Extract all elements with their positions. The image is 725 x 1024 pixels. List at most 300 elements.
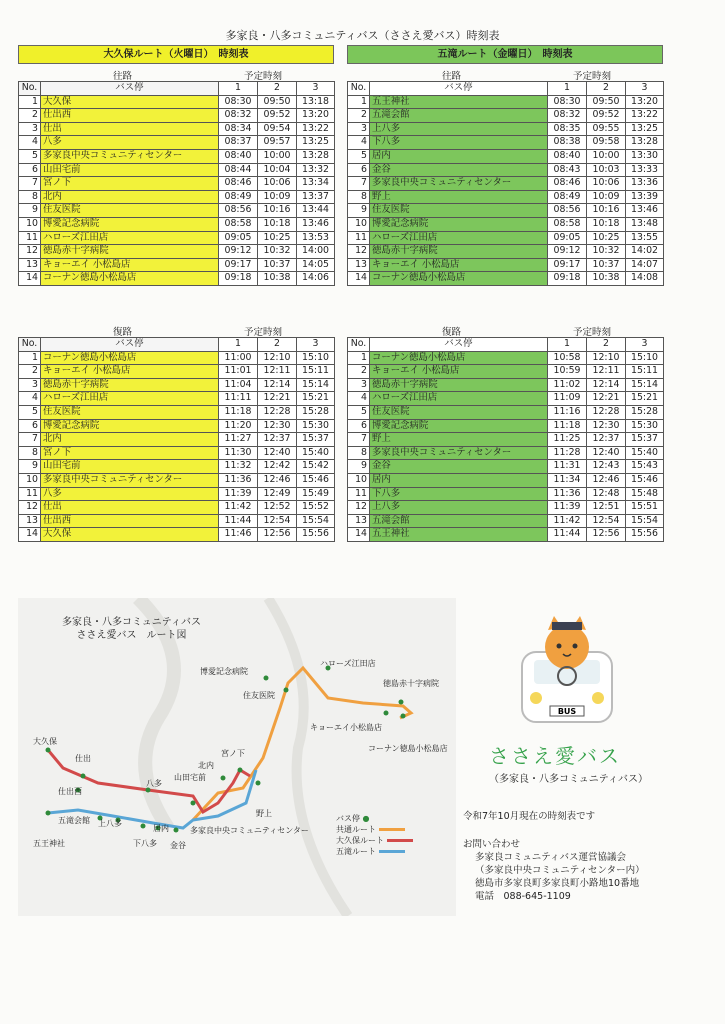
departure-time: 09:52: [258, 109, 297, 123]
departure-time: 15:54: [297, 514, 335, 528]
map-label: 住友医院: [243, 691, 275, 700]
bus-mascot-icon: [512, 612, 622, 730]
stop-name: 仕出西: [41, 514, 219, 528]
departure-time: 12:54: [258, 514, 297, 528]
stop-name: 住友医院: [370, 204, 548, 218]
stop-name: 山田宅前: [41, 460, 219, 474]
departure-time: 13:32: [297, 163, 335, 177]
table-row: [348, 419, 664, 433]
map-label: 野上: [256, 809, 272, 818]
departure-time: 15:30: [297, 419, 335, 433]
departure-time: 13:39: [626, 190, 664, 204]
table-row: [348, 149, 664, 163]
table-header-row: [19, 338, 335, 352]
stop-name: ハローズ江田店: [370, 231, 548, 245]
departure-time: 08:46: [548, 177, 587, 191]
table-row: [348, 487, 664, 501]
map-label: 八多: [146, 779, 162, 788]
column-header-stop: バス停: [41, 338, 219, 352]
departure-time: 08:56: [219, 204, 258, 218]
departure-time: 14:06: [297, 272, 335, 286]
table-row: [348, 405, 664, 419]
departure-time: 11:09: [548, 392, 587, 406]
table-row: [348, 501, 664, 515]
map-label: 大久保: [33, 737, 57, 746]
departure-time: 15:48: [626, 487, 664, 501]
departure-time: 12:28: [258, 405, 297, 419]
stop-number: 3: [19, 378, 41, 392]
departure-time: 15:21: [626, 392, 664, 406]
stop-number: 13: [348, 514, 370, 528]
table-row: [19, 136, 335, 150]
page-title: 多家良・八多コミュニティバス（ささえ愛バス）時刻表: [225, 29, 500, 42]
departure-time: 09:18: [548, 272, 587, 286]
stop-number: 13: [348, 258, 370, 272]
departure-time: 13:25: [297, 136, 335, 150]
departure-time: 12:40: [258, 446, 297, 460]
column-header-c1: 1: [219, 82, 258, 96]
schedule-label: 予定時刻: [573, 327, 612, 338]
departure-time: 09:05: [548, 231, 587, 245]
departure-time: 08:40: [219, 149, 258, 163]
stop-name: 八多: [41, 136, 219, 150]
departure-time: 10:16: [258, 204, 297, 218]
map-label: 仕出西: [58, 787, 82, 796]
map-label: 山田宅前: [174, 773, 206, 782]
departure-time: 10:16: [587, 204, 626, 218]
departure-time: 09:17: [548, 258, 587, 272]
departure-time: 11:36: [548, 487, 587, 501]
departure-time: 15:42: [297, 460, 335, 474]
departure-time: 11:25: [548, 433, 587, 447]
departure-time: 08:30: [219, 95, 258, 109]
table-row: [19, 204, 335, 218]
map-label: 仕出: [75, 754, 91, 763]
departure-time: 08:56: [548, 204, 587, 218]
departure-time: 09:55: [587, 122, 626, 136]
departure-time: 15:11: [626, 365, 664, 379]
departure-time: 09:05: [219, 231, 258, 245]
direction-label: 往路: [442, 71, 462, 82]
departure-time: 13:55: [626, 231, 664, 245]
stop-number: 6: [348, 163, 370, 177]
stop-number: 2: [348, 109, 370, 123]
stop-number: 8: [348, 446, 370, 460]
departure-time: 12:46: [587, 473, 626, 487]
departure-time: 08:58: [548, 217, 587, 231]
stop-number: 8: [19, 190, 41, 204]
stop-number: 1: [19, 95, 41, 109]
stop-name: 大久保: [41, 95, 219, 109]
stop-name: 上八多: [370, 122, 548, 136]
departure-time: 14:07: [626, 258, 664, 272]
stop-number: 3: [348, 378, 370, 392]
column-header-stop: バス停: [41, 82, 219, 96]
stop-name: ハローズ江田店: [41, 231, 219, 245]
departure-time: 12:43: [587, 460, 626, 474]
departure-time: 11:30: [219, 446, 258, 460]
stop-number: 3: [348, 122, 370, 136]
map-label: ハローズ江田店: [320, 659, 376, 668]
stop-number: 12: [348, 501, 370, 515]
stop-number: 10: [348, 217, 370, 231]
departure-time: 10:18: [587, 217, 626, 231]
departure-time: 15:21: [297, 392, 335, 406]
schedule-label: 予定時刻: [244, 327, 283, 338]
stop-number: 6: [19, 163, 41, 177]
departure-time: 13:33: [626, 163, 664, 177]
stop-number: 4: [19, 136, 41, 150]
table-row: [348, 136, 664, 150]
table-row: [348, 378, 664, 392]
departure-time: 13:18: [297, 95, 335, 109]
table-row: [19, 231, 335, 245]
column-header-c3: 3: [297, 338, 335, 352]
stop-name: 博愛記念病院: [370, 419, 548, 433]
stop-name: 五王神社: [370, 95, 548, 109]
departure-time: 09:52: [587, 109, 626, 123]
departure-time: 08:34: [219, 122, 258, 136]
departure-time: 15:52: [297, 501, 335, 515]
departure-time: 09:57: [258, 136, 297, 150]
departure-time: 08:32: [548, 109, 587, 123]
table-row: [348, 460, 664, 474]
column-header-c1: 1: [548, 82, 587, 96]
table-row: [19, 473, 335, 487]
stop-name: 徳島赤十字病院: [370, 245, 548, 259]
table-row: [19, 378, 335, 392]
departure-time: 13:28: [297, 149, 335, 163]
table-row: [19, 528, 335, 542]
map-label: コーナン徳島小松島店: [368, 744, 448, 753]
departure-time: 09:17: [219, 258, 258, 272]
departure-time: 09:50: [587, 95, 626, 109]
stop-name: 五滝会館: [370, 109, 548, 123]
column-header-c3: 3: [626, 338, 664, 352]
table-row: [19, 419, 335, 433]
departure-time: 11:00: [219, 351, 258, 365]
departure-time: 13:34: [297, 177, 335, 191]
stop-number: 7: [348, 177, 370, 191]
stop-name: 居内: [370, 473, 548, 487]
table-row: [348, 433, 664, 447]
departure-time: 12:11: [258, 365, 297, 379]
stop-number: 11: [19, 487, 41, 501]
direction-label: 復路: [442, 327, 462, 338]
departure-time: 08:30: [548, 95, 587, 109]
map-label: 多家良中央コミュニティセンター: [190, 826, 309, 835]
table-row: [19, 177, 335, 191]
departure-time: 11:36: [219, 473, 258, 487]
table-row: [19, 190, 335, 204]
departure-time: 09:50: [258, 95, 297, 109]
table-row: [19, 149, 335, 163]
stop-name: キョーエイ 小松島店: [41, 365, 219, 379]
brand-subtitle: （多家良・八多コミュニティバス）: [489, 774, 648, 785]
table-row: [19, 122, 335, 136]
table-row: [19, 217, 335, 231]
stop-number: 7: [19, 177, 41, 191]
stop-name: 宮ノ下: [41, 446, 219, 460]
departure-time: 15:43: [626, 460, 664, 474]
table-row: [348, 351, 664, 365]
table-row: [19, 258, 335, 272]
stop-number: 14: [19, 528, 41, 542]
table-header-row: [19, 82, 335, 96]
departure-time: 10:09: [587, 190, 626, 204]
departure-time: 12:30: [587, 419, 626, 433]
stop-name: ハローズ江田店: [41, 392, 219, 406]
contact-title: お問い合わせ: [463, 839, 521, 850]
table-row: [19, 433, 335, 447]
stop-name: 金谷: [370, 460, 548, 474]
departure-time: 10:32: [258, 245, 297, 259]
departure-time: 12:49: [258, 487, 297, 501]
departure-time: 13:46: [626, 204, 664, 218]
table-row: [348, 177, 664, 191]
departure-time: 12:51: [587, 501, 626, 515]
table-row: [348, 258, 664, 272]
stop-name: 下八多: [370, 487, 548, 501]
direction-label: 復路: [113, 327, 133, 338]
stop-number: 11: [348, 487, 370, 501]
departure-time: 09:54: [258, 122, 297, 136]
contact-phone: 電話 088-645-1109: [475, 891, 571, 902]
stop-number: 10: [348, 473, 370, 487]
map-label: 金谷: [170, 841, 186, 850]
departure-time: 13:53: [297, 231, 335, 245]
departure-time: 15:46: [297, 473, 335, 487]
route-map: [18, 598, 456, 916]
departure-time: 09:58: [587, 136, 626, 150]
stop-name: コーナン徳島小松島店: [41, 351, 219, 365]
schedule-label: 予定時刻: [573, 71, 612, 82]
map-label: 徳島赤十字病院: [383, 679, 439, 688]
departure-time: 10:03: [587, 163, 626, 177]
stop-number: 12: [348, 245, 370, 259]
departure-time: 12:21: [587, 392, 626, 406]
table-row: [348, 365, 664, 379]
table-row: [19, 392, 335, 406]
stop-number: 9: [348, 460, 370, 474]
departure-time: 11:28: [548, 446, 587, 460]
map-label: 博愛記念病院: [200, 667, 248, 676]
departure-time: 13:20: [297, 109, 335, 123]
stop-name: 住友医院: [41, 204, 219, 218]
departure-time: 13:37: [297, 190, 335, 204]
column-header-c1: 1: [548, 338, 587, 352]
departure-time: 12:48: [587, 487, 626, 501]
departure-time: 10:59: [548, 365, 587, 379]
stop-name: 多家良中央コミュニティセンター: [370, 177, 548, 191]
table-row: [348, 190, 664, 204]
table-row: [19, 514, 335, 528]
stop-name: 仕出西: [41, 109, 219, 123]
departure-time: 10:32: [587, 245, 626, 259]
departure-time: 11:42: [548, 514, 587, 528]
stop-name: 仕出: [41, 122, 219, 136]
departure-time: 10:37: [587, 258, 626, 272]
table-row: [19, 163, 335, 177]
departure-time: 11:16: [548, 405, 587, 419]
departure-time: 12:42: [258, 460, 297, 474]
departure-time: 15:37: [297, 433, 335, 447]
departure-time: 15:14: [297, 378, 335, 392]
stop-number: 11: [348, 231, 370, 245]
departure-time: 11:27: [219, 433, 258, 447]
bus-plate: BUS: [557, 707, 577, 716]
map-label: 北内: [198, 761, 214, 770]
column-header-stop: バス停: [370, 338, 548, 352]
stop-name: 五滝会館: [370, 514, 548, 528]
departure-time: 11:20: [219, 419, 258, 433]
departure-time: 13:22: [297, 122, 335, 136]
contact-org: 多家良コミュニティバス運営協議会: [475, 852, 627, 863]
column-header-no: No.: [348, 338, 370, 352]
stop-number: 9: [19, 460, 41, 474]
stop-name: キョーエイ 小松島店: [370, 365, 548, 379]
table-row: [348, 109, 664, 123]
stop-number: 2: [19, 365, 41, 379]
table-header-row: [348, 338, 664, 352]
table-row: [19, 501, 335, 515]
gotaki-route-header: 五滝ルート（金曜日） 時刻表: [347, 45, 663, 64]
departure-time: 15:10: [626, 351, 664, 365]
map-label: 宮ノ下: [221, 749, 245, 758]
departure-time: 15:46: [626, 473, 664, 487]
stop-name: 住友医院: [41, 405, 219, 419]
table-row: [348, 446, 664, 460]
stop-name: 大久保: [41, 528, 219, 542]
departure-time: 13:20: [626, 95, 664, 109]
departure-time: 10:04: [258, 163, 297, 177]
departure-time: 10:25: [587, 231, 626, 245]
stop-name: 宮ノ下: [41, 177, 219, 191]
stop-number: 4: [348, 392, 370, 406]
departure-time: 10:06: [587, 177, 626, 191]
departure-time: 11:02: [548, 378, 587, 392]
departure-time: 08:38: [548, 136, 587, 150]
departure-time: 08:35: [548, 122, 587, 136]
map-label: 五滝会館: [58, 816, 90, 825]
departure-time: 08:58: [219, 217, 258, 231]
departure-time: 12:28: [587, 405, 626, 419]
departure-time: 13:25: [626, 122, 664, 136]
map-label: 上八多: [98, 819, 122, 828]
table-row: [348, 122, 664, 136]
stop-number: 2: [348, 365, 370, 379]
stop-number: 6: [348, 419, 370, 433]
column-header-c3: 3: [297, 82, 335, 96]
table-row: [19, 487, 335, 501]
departure-time: 15:40: [297, 446, 335, 460]
departure-time: 08:32: [219, 109, 258, 123]
departure-time: 12:21: [258, 392, 297, 406]
stop-name: 多家良中央コミュニティセンター: [41, 473, 219, 487]
departure-time: 12:54: [587, 514, 626, 528]
table-row: [348, 473, 664, 487]
column-header-no: No.: [348, 82, 370, 96]
table-row: [19, 405, 335, 419]
stop-number: 10: [19, 217, 41, 231]
departure-time: 13:48: [626, 217, 664, 231]
table-row: [348, 217, 664, 231]
departure-time: 14:08: [626, 272, 664, 286]
departure-time: 11:01: [219, 365, 258, 379]
table-header-row: [348, 82, 664, 96]
table-row: [348, 204, 664, 218]
stop-number: 14: [348, 528, 370, 542]
brand-name: ささえ愛バス: [489, 744, 621, 768]
departure-time: 10:00: [587, 149, 626, 163]
departure-time: 11:31: [548, 460, 587, 474]
column-header-c3: 3: [626, 82, 664, 96]
contact-address: 徳島市多家良町多家良町小路地10番地: [475, 878, 640, 889]
stop-name: 五王神社: [370, 528, 548, 542]
departure-time: 11:44: [219, 514, 258, 528]
departure-time: 14:05: [297, 258, 335, 272]
stop-name: 徳島赤十字病院: [41, 378, 219, 392]
map-label: 居内: [153, 824, 169, 833]
stop-number: 5: [19, 149, 41, 163]
table-row: [348, 245, 664, 259]
departure-time: 11:18: [219, 405, 258, 419]
departure-time: 10:09: [258, 190, 297, 204]
departure-time: 15:51: [626, 501, 664, 515]
validity-note: 令和7年10月現在の時刻表です: [463, 811, 596, 822]
departure-time: 15:30: [626, 419, 664, 433]
departure-time: 13:30: [626, 149, 664, 163]
gotaki-outbound-panel: [347, 45, 663, 286]
departure-time: 15:28: [626, 405, 664, 419]
column-header-c2: 2: [587, 82, 626, 96]
schedule-label: 予定時刻: [244, 71, 283, 82]
stop-name: 八多: [41, 487, 219, 501]
departure-time: 12:30: [258, 419, 297, 433]
departure-time: 14:00: [297, 245, 335, 259]
stop-name: 住友医院: [370, 405, 548, 419]
departure-time: 13:36: [626, 177, 664, 191]
stop-name: 野上: [370, 190, 548, 204]
column-header-stop: バス停: [370, 82, 548, 96]
stop-name: 徳島赤十字病院: [41, 245, 219, 259]
departure-time: 12:10: [587, 351, 626, 365]
stop-number: 1: [348, 351, 370, 365]
table-row: [348, 514, 664, 528]
departure-time: 15:56: [297, 528, 335, 542]
stop-number: 13: [19, 258, 41, 272]
departure-time: 15:40: [626, 446, 664, 460]
column-header-c1: 1: [219, 338, 258, 352]
map-legend: バス停 ● 共通ルート 大久保ルート 五滝ルート: [336, 813, 413, 857]
departure-time: 12:46: [258, 473, 297, 487]
stop-number: 7: [348, 433, 370, 447]
table-row: [19, 365, 335, 379]
stop-name: コーナン徳島小松島店: [370, 351, 548, 365]
departure-time: 15:49: [297, 487, 335, 501]
departure-time: 13:22: [626, 109, 664, 123]
departure-time: 12:10: [258, 351, 297, 365]
column-header-c2: 2: [258, 338, 297, 352]
stop-number: 9: [19, 204, 41, 218]
stop-number: 1: [19, 351, 41, 365]
departure-time: 09:12: [548, 245, 587, 259]
contact-block: [463, 838, 645, 903]
stop-name: 博愛記念病院: [41, 419, 219, 433]
table-row: [19, 109, 335, 123]
map-title: 多家良・八多コミュニティバス ささえ愛バス ルート図: [62, 617, 201, 641]
departure-time: 11:46: [219, 528, 258, 542]
